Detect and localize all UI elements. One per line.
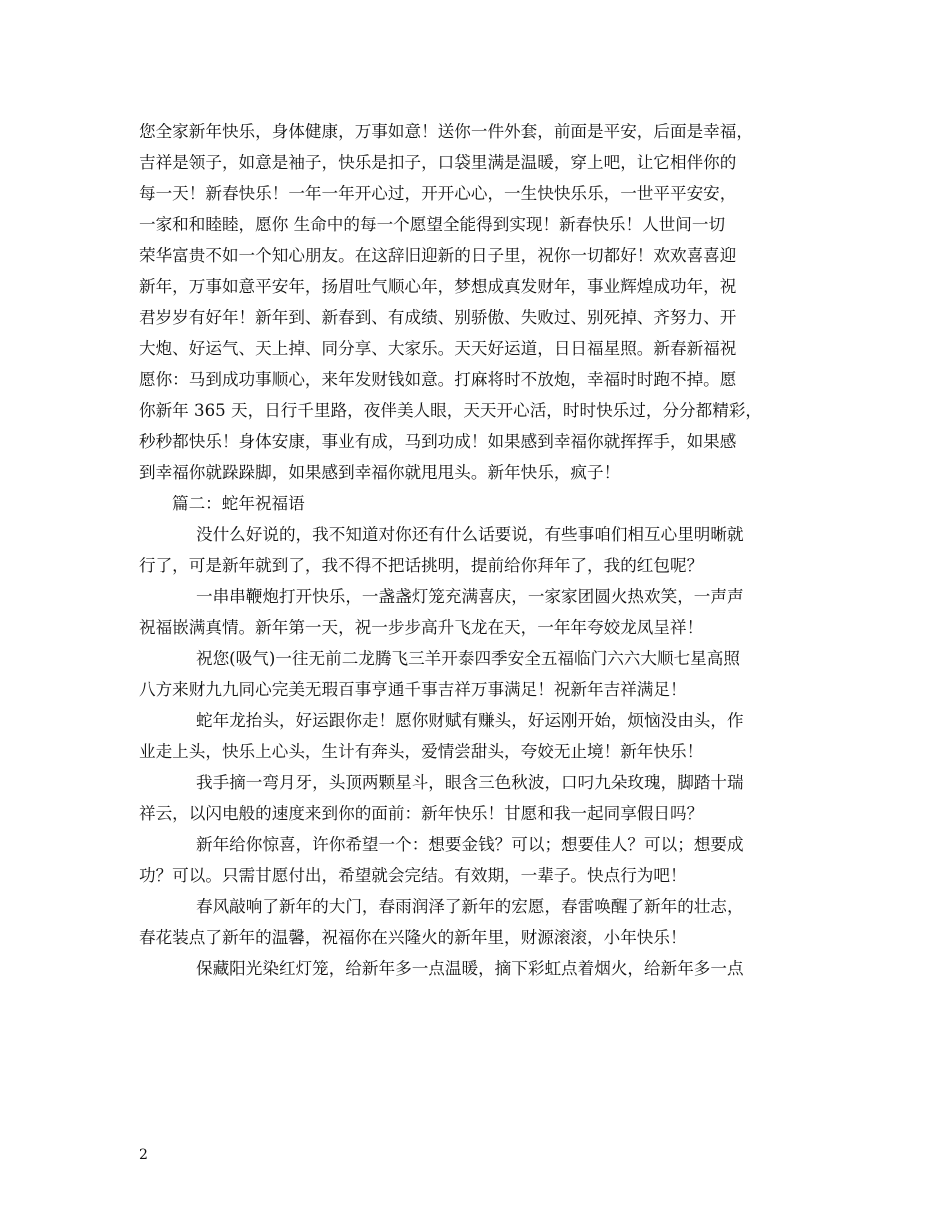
paragraph-line: 行了，可是新年就到了，我不得不把话挑明，提前给你拜年了，我的红包呢？: [139, 556, 704, 575]
text-line: 君岁岁有好年！新年到、新春到、有成绩、别骄傲、失败过、别死掉、齐努力、开: [139, 308, 737, 327]
text-line: 新年，万事如意平安年，扬眉吐气顺心年，梦想成真发财年，事业辉煌成功年，祝: [139, 277, 737, 296]
paragraph-line: 祥云，以闪电般的速度来到你的面前：新年快乐！甘愿和我一起同享假日吗？: [139, 804, 704, 823]
text-line: 你新年 365 天，日行千里路，夜伴美人眼，天天开心活，时时快乐过，分分都精彩，: [139, 401, 763, 420]
paragraph-line: 春风敲响了新年的大门，春雨润泽了新年的宏愿，春雷唤醒了新年的壮志，: [196, 897, 744, 916]
page-number: 2: [139, 1147, 148, 1163]
text-line: 一家和和睦睦，愿你 生命中的每一个愿望全能得到实现！新春快乐！人世间一切: [139, 215, 726, 234]
text-line: 大炮、好运气、天上掉、同分享、大家乐。天天好运道，日日福星照。新春新福祝: [139, 339, 737, 358]
text-line: 秒秒都快乐！身体安康，事业有成，马到功成！如果感到幸福你就挥挥手，如果感: [139, 432, 737, 451]
paragraph-line: 祝您(吸气)一往无前二龙腾飞三羊开泰四季安全五福临门六六大顺七星高照: [196, 649, 740, 668]
text-line: 荣华富贵不如一个知心朋友。在这辞旧迎新的日子里，祝你一切都好！欢欢喜喜迎: [139, 246, 737, 265]
text-line: 您全家新年快乐，身体健康，万事如意！送你一件外套，前面是平安，后面是幸福，: [139, 122, 753, 141]
paragraph-line: 春花装点了新年的温馨，祝福你在兴隆火的新年里，财源滚滚，小年快乐！: [139, 928, 687, 947]
text-line: 到幸福你就跺跺脚，如果感到幸福你就甩甩头。新年快乐，疯子！: [139, 463, 621, 482]
paragraph-line: 祝福嵌满真情。新年第一天，祝一步步高升飞龙在天，一年年夸姣龙凤呈祥！: [139, 618, 704, 637]
section-heading: 篇二：蛇年祝福语: [172, 494, 305, 513]
paragraph-line: 新年给你惊喜，许你希望一个：想要金钱？可以；想要佳人？可以；想要成: [196, 835, 744, 854]
text-line: 吉祥是领子，如意是袖子，快乐是扣子，口袋里满是温暖，穿上吧，让它相伴你的: [139, 153, 737, 172]
paragraph-line: 八方来财九九同心完美无瑕百事亨通千事吉祥万事满足！祝新年吉祥满足！: [139, 680, 687, 699]
paragraph-line: 没什么好说的，我不知道对你还有什么话要说，有些事咱们相互心里明晰就: [196, 525, 744, 544]
text-line: 愿你：马到成功事顺心，来年发财钱如意。打麻将时不放炮，幸福时时跑不掉。愿: [139, 370, 737, 389]
paragraph-line: 保藏阳光染红灯笼，给新年多一点温暖，摘下彩虹点着烟火，给新年多一点: [196, 959, 744, 978]
paragraph-line: 业走上头，快乐上心头，生计有奔头，爱情尝甜头，夸姣无止境！新年快乐！: [139, 742, 704, 761]
paragraph-line: 我手摘一弯月牙，头顶两颗星斗，眼含三色秋波，口叼九朵玫瑰，脚踏十瑞: [196, 773, 744, 792]
body-text: [139, 116, 821, 984]
text-line: 每一天！新春快乐！一年一年开心过，开开心心，一生快快乐乐，一世平平安安，: [139, 184, 737, 203]
paragraph-line: 一串串鞭炮打开快乐，一盏盏灯笼充满喜庆，一家家团圆火热欢笑，一声声: [196, 587, 744, 606]
paragraph-line: 功？可以。只需甘愿付出，希望就会完结。有效期，一辈子。快点行为吧！: [139, 866, 687, 885]
paragraph-line: 蛇年龙抬头，好运跟你走！愿你财赋有赚头，好运刚开始，烦恼没由头，作: [196, 711, 744, 730]
